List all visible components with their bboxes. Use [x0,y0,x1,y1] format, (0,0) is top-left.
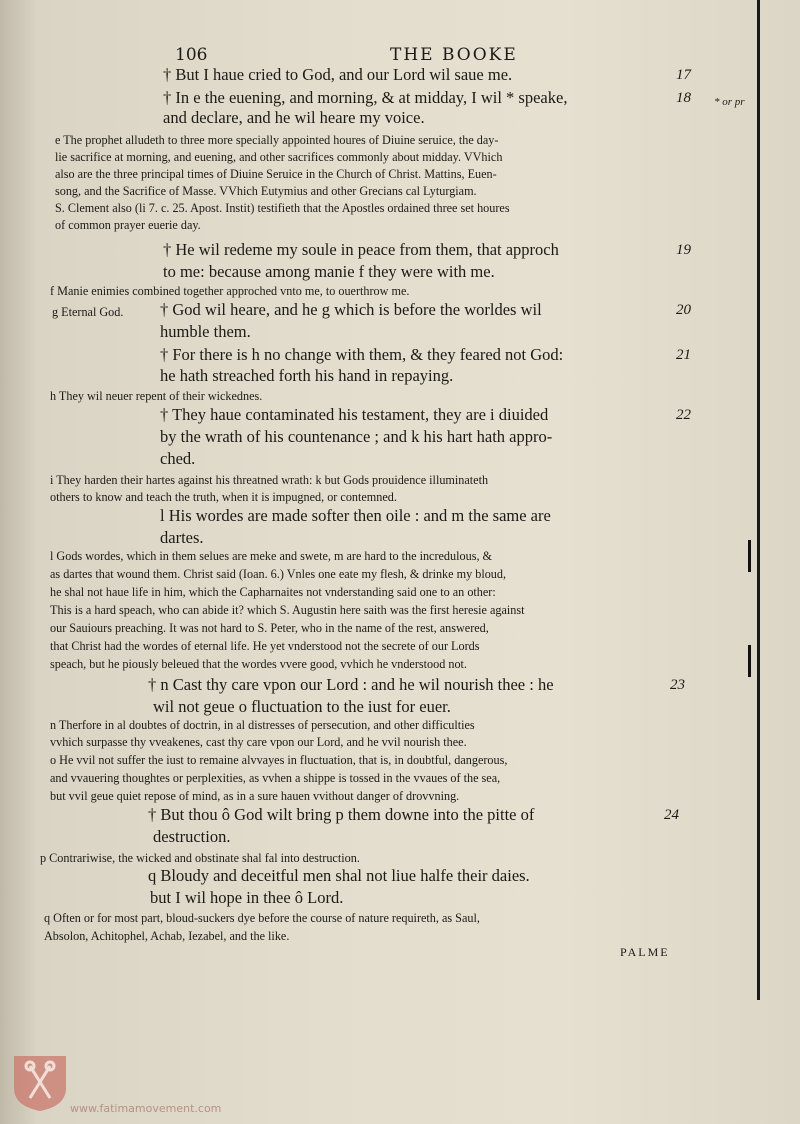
watermark-url: www.fatimamovement.com [70,1102,222,1115]
note-line: f Manie enimies combined together approched vnto me, to ouerthrow me. [50,284,410,298]
note-line: n Therfore in al doubtes of doctrin, in al distresses of persecution, and other difficulties [50,718,475,732]
verse-line: ched. [160,449,196,468]
page-fold-shadow [0,0,38,1124]
verse-line: and declare, and he wil heare my voice. [163,108,425,127]
page-edge-line [757,0,760,1000]
margin-note: * or pr [714,96,745,108]
verse-line: l His wordes are made softer then oile : and m the same are [160,506,551,525]
note-line: l Gods wordes, which in them selues are meke and swete, m are hard to the incredulous, & [50,549,493,563]
verse-line: but I wil hope in thee ô Lord. [150,888,344,907]
verse-line: he hath streached forth his hand in repaying. [160,366,454,385]
verse-line: † In e the euening, and morning, & at midday, I wil * speake, [163,88,568,107]
verse-line: dartes. [160,528,204,547]
note-line: g Eternal God. [52,305,124,319]
page-number: 106 [175,45,208,65]
verse-line: wil not geue o fluctuation to the iust for euer. [153,697,451,716]
note-line: speach, but he piously beleued that the wordes vvere good, vvhich he vnderstood not. [50,657,467,671]
note-line: Absolon, Achitophel, Achab, Iezabel, and the like. [44,929,290,943]
note-line: This is a hard speach, who can abide it? which S. Augustin here saith was the first heresie against [50,603,525,617]
note-line: i They harden their hartes against his threatned wrath: k but Gods prouidence illuminateth [50,473,489,487]
verse-line: † He wil redeme my soule in peace from them, that approch [163,240,559,259]
note-line: he shal not haue life in him, which the Capharnaites not vnderstanding said one to an other: [50,585,496,599]
verse-number: 22 [676,407,691,423]
verse-line: destruction. [153,827,231,846]
verse-number: 24 [664,807,679,823]
margin-mark [748,540,751,572]
verse-line: to me: because among manie f they were with me. [163,262,495,281]
note-line: song, and the Sacrifice of Masse. VVhich Eutymius and other Grecians cal Lyturgiam. [55,184,477,198]
verse-line: q Bloudy and deceitful men shal not liue halfe their daies. [148,866,530,885]
fatima-shield-logo [12,1054,68,1112]
verse-line: by the wrath of his countenance ; and k his hart hath appro- [160,427,553,446]
note-line: as dartes that wound them. Christ said (Ioan. 6.) Vnles one eate my flesh, & drinke my bloud, [50,567,507,581]
note-line: lie sacrifice at morning, and euening, and other sacrifices commonly about midday. VVhich [55,150,503,164]
verse-number: 23 [670,677,685,693]
verse-number: 18 [676,90,691,106]
verse-line: † God wil heare, and he g which is before the worldes wil [160,300,542,319]
verse-line: humble them. [160,322,251,341]
note-line: our Sauiours preaching. It was not hard to S. Peter, who in the name of the rest, answered, [50,621,489,635]
note-line: o He vvil not suffer the iust to remaine alvvayes in fluctuation, that is, in doubtful, dangerous, [50,753,508,767]
note-line: vvhich surpasse thy vveakenes, cast thy care vpon our Lord, and he vvil nourish thee. [50,735,467,749]
verse-number: 19 [676,242,691,258]
note-line: e The prophet alludeth to three more specially appointed houres of Diuine seruice, the day- [55,133,499,147]
note-line: h They wil neuer repent of their wickednes. [50,389,263,403]
verse-line: † But thou ô God wilt bring p them downe into the pitte of [148,805,535,824]
catchword: PALME [620,945,670,959]
verse-line: † n Cast thy care vpon our Lord : and he wil nourish thee : he [148,675,554,694]
note-line: but vvil geue quiet repose of mind, as in a sure hauen vvithout danger of drovvning. [50,789,460,803]
verse-line: † For there is h no change with them, & they feared not God: [160,345,564,364]
note-line: of common prayer euerie day. [55,218,201,232]
verse-number: 17 [676,67,691,83]
note-line: p Contrariwise, the wicked and obstinate shal fal into destruction. [40,851,360,865]
note-line: also are the three principal times of Diuine Seruice in the Church of Christ. Mattins, Euen- [55,167,497,181]
note-line: and vvauering thoughtes or perplexities, as vvhen a shippe is tossed in the vvaues of the sea, [50,771,501,785]
margin-mark [748,645,751,677]
verse-line: † But I haue cried to God, and our Lord wil saue me. [163,65,513,84]
running-title: THE BOOKE [390,45,518,65]
note-line: that Christ had the wordes of eternal life. He yet vnderstood not the secrete of our Lords [50,639,480,653]
verse-number: 20 [676,302,691,318]
verse-line: † They haue contaminated his testament, they are i diuided [160,405,549,424]
note-line: S. Clement also (li 7. c. 25. Apost. Instit) testifieth that the Apostles ordained three set houres [55,201,510,215]
note-line: q Often or for most part, bloud-suckers dye before the course of nature requireth, as Saul, [44,911,480,925]
note-line: others to know and teach the truth, when it is impugned, or contemned. [50,490,397,504]
verse-number: 21 [676,347,691,363]
